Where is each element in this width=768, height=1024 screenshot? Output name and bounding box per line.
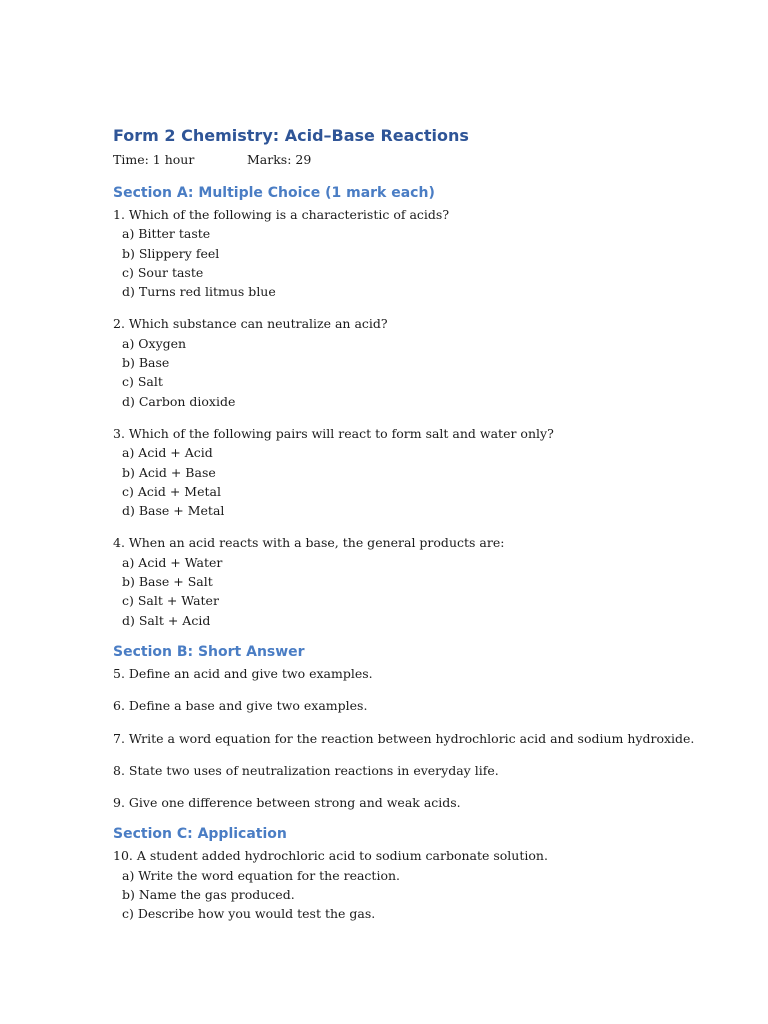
option-list xyxy=(113,553,753,630)
question-text: 10. A student added hydrochloric acid to sodium carbonate solution. xyxy=(113,848,548,864)
option-b: b) Base + Salt xyxy=(122,574,213,590)
question-3 xyxy=(113,424,753,520)
question-text: 4. When an acid reacts with a base, the general products are: xyxy=(113,535,505,551)
option-list xyxy=(113,334,753,411)
option-b: b) Acid + Base xyxy=(122,464,216,480)
option-d: d) Carbon dioxide xyxy=(122,393,236,409)
option-a: a) Write the word equation for the reaction. xyxy=(122,867,400,883)
section-b xyxy=(113,641,753,812)
question-5 xyxy=(113,664,753,683)
option-d: d) Turns red litmus blue xyxy=(122,284,276,300)
question-text: 2. Which substance can neutralize an acid? xyxy=(113,316,388,332)
exam-marks: Marks: 29 xyxy=(247,152,312,167)
option-b: b) Base xyxy=(122,355,170,371)
question-text: 3. Which of the following pairs will react to form salt and water only? xyxy=(113,425,554,441)
option-b: b) Slippery feel xyxy=(122,245,220,261)
question-6 xyxy=(113,696,753,715)
option-list xyxy=(113,224,753,301)
question-text: 9. Give one difference between strong and weak acids. xyxy=(113,795,461,811)
option-b: b) Name the gas produced. xyxy=(122,887,295,903)
question-7 xyxy=(113,729,753,748)
option-a: a) Oxygen xyxy=(122,335,187,351)
section-c xyxy=(113,823,753,923)
option-d: d) Base + Metal xyxy=(122,503,225,519)
option-a: a) Acid + Acid xyxy=(122,445,213,461)
document-content xyxy=(113,124,753,924)
option-c: c) Acid + Metal xyxy=(122,483,221,499)
option-c: c) Salt xyxy=(122,374,163,390)
option-list xyxy=(113,443,753,520)
exam-time: Time: 1 hour xyxy=(113,152,195,167)
question-2 xyxy=(113,314,753,410)
option-a: a) Acid + Water xyxy=(122,554,223,570)
page-title: Form 2 Chemistry: Acid–Base Reactions xyxy=(113,126,469,145)
question-text: 5. Define an acid and give two examples. xyxy=(113,665,373,681)
option-c: c) Describe how you would test the gas. xyxy=(122,906,376,922)
option-c: c) Salt + Water xyxy=(122,593,219,609)
section-heading: Section B: Short Answer xyxy=(113,643,305,660)
option-list xyxy=(113,866,753,924)
section-a xyxy=(113,182,753,630)
question-text: 7. Write a word equation for the reaction between hydrochloric acid and sodium hydroxide. xyxy=(113,730,695,746)
option-a: a) Bitter taste xyxy=(122,226,211,242)
section-heading: Section C: Application xyxy=(113,826,287,843)
question-10 xyxy=(113,846,753,923)
option-c: c) Sour taste xyxy=(122,264,204,280)
question-4 xyxy=(113,533,753,629)
question-1 xyxy=(113,205,753,301)
section-heading: Section A: Multiple Choice (1 mark each) xyxy=(113,185,435,201)
exam-meta xyxy=(113,150,753,169)
question-text: 8. State two uses of neutralization reactions in everyday life. xyxy=(113,762,499,778)
option-d: d) Salt + Acid xyxy=(122,612,211,628)
question-8 xyxy=(113,761,753,780)
question-text: 6. Define a base and give two examples. xyxy=(113,698,368,714)
question-9 xyxy=(113,793,753,812)
question-text: 1. Which of the following is a characteristic of acids? xyxy=(113,207,450,222)
